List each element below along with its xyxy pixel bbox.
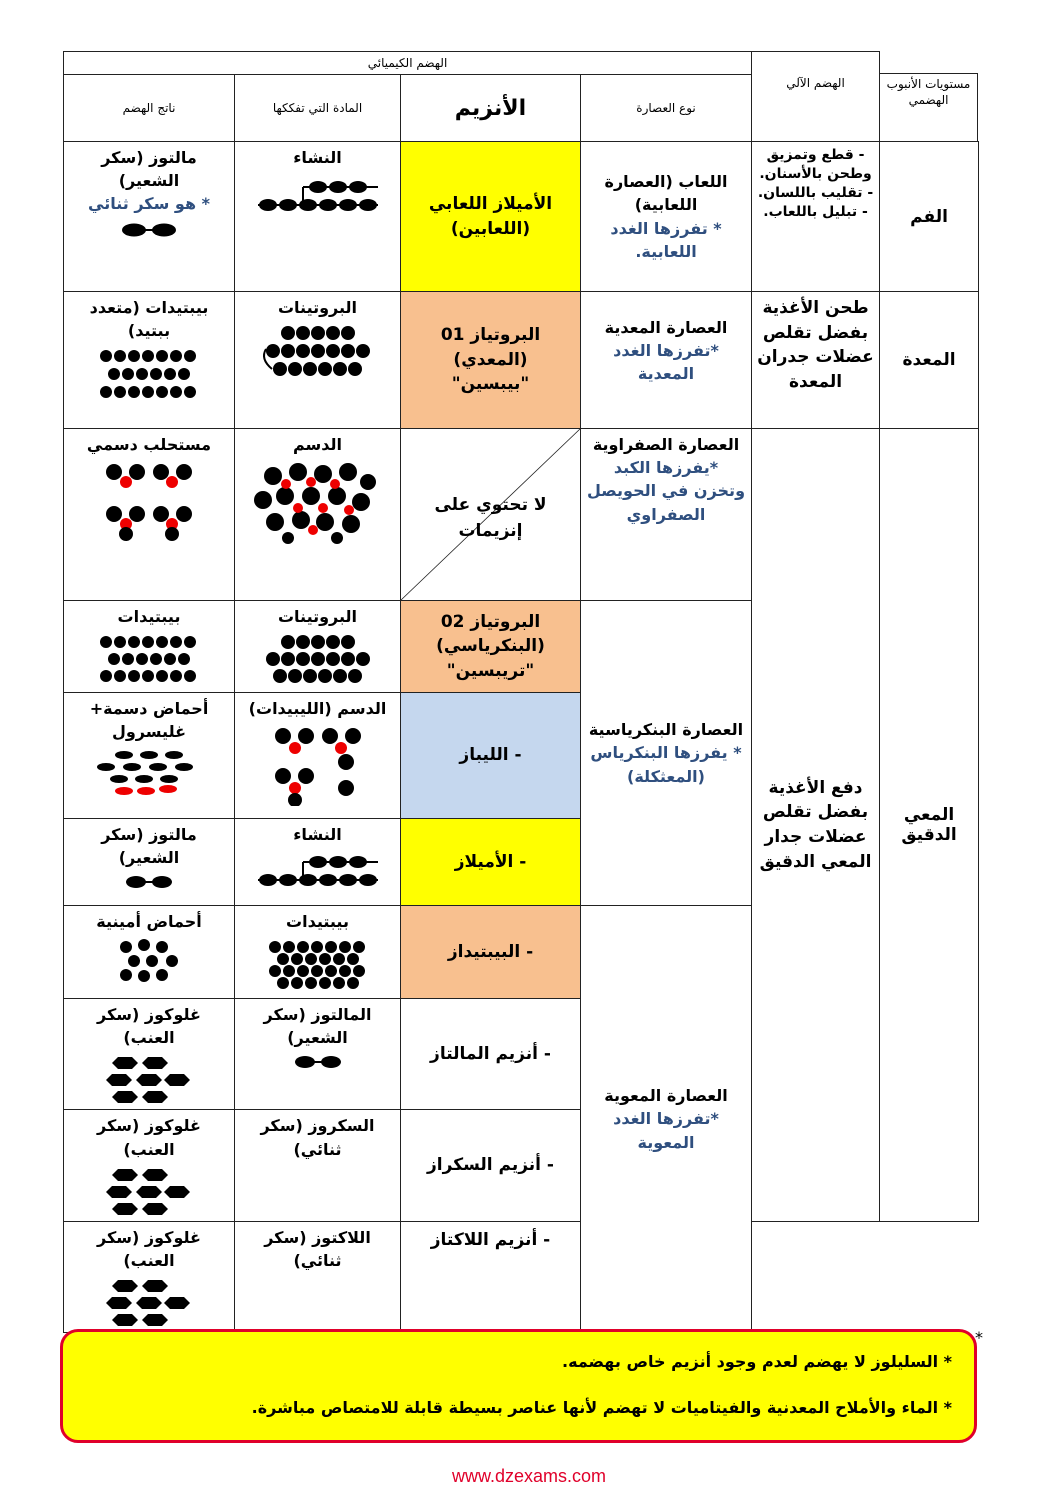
substance-text: السكروز (سكر ثنائي) bbox=[260, 1116, 375, 1159]
product-cell-trypsin bbox=[64, 601, 235, 693]
product-text: غلوكوز (سكر العنب) bbox=[97, 1227, 201, 1270]
product-text: غلوكوز (سكر العنب) bbox=[97, 1005, 201, 1048]
substance-text: البروتينات bbox=[277, 607, 358, 626]
level-stomach: المعدة bbox=[880, 292, 979, 429]
product-cell-lactase bbox=[64, 1221, 235, 1332]
starch-chain-icon bbox=[253, 175, 383, 215]
product-text: أحماض أمينية bbox=[96, 912, 202, 931]
juice-note: *يفرزها الكبد وتخزن في الحويصل الصفراوي bbox=[587, 458, 746, 524]
juice-cell-pancreatic bbox=[581, 601, 752, 906]
lipid-icon bbox=[268, 726, 368, 806]
fatty-acids-glycerol-icon bbox=[94, 749, 204, 797]
substance-cell-lactase bbox=[235, 1221, 401, 1332]
note-water-minerals: * الماء والأملاح المعدنية والفيتاميات لا تهضم لأنها عناصر بسيطة قابلة للامتصاص مباشرة. bbox=[251, 1398, 952, 1417]
substance-cell-stomach bbox=[235, 292, 401, 429]
starch-chain-icon bbox=[253, 852, 383, 888]
notes-box bbox=[60, 1329, 977, 1443]
substance-text: بيبتيدات bbox=[286, 912, 349, 931]
product-cell-lipase bbox=[64, 693, 235, 819]
maltose-molecule-icon bbox=[119, 222, 179, 238]
juice-cell-bile bbox=[581, 429, 752, 601]
product-cell-peptidase bbox=[64, 906, 235, 999]
product-text: مالتوز (سكر الشعير) bbox=[101, 825, 197, 868]
substance-cell-maltase bbox=[235, 999, 401, 1110]
protein-chain-icon bbox=[258, 634, 378, 684]
fat-emulsion-icon bbox=[99, 462, 199, 542]
enzyme-cell-sucrase: - أنزيم السكراز bbox=[401, 1110, 581, 1221]
glucose-icon bbox=[104, 1167, 194, 1217]
mech-text: - تبليل باللعاب. bbox=[763, 203, 868, 220]
levels-header: مستويات الأنبوب الهضمي bbox=[879, 73, 978, 141]
product-text: مستحلب دسمي bbox=[86, 435, 212, 454]
substance-text: المالتوز (سكر الشعير) bbox=[263, 1005, 372, 1048]
mech-text: - تقليب باللسان. bbox=[757, 184, 874, 201]
product-cell-maltase bbox=[64, 999, 235, 1110]
juice-text: اللعاب (العصارة اللعابية) bbox=[604, 172, 728, 215]
product-text: مالتوز (سكر الشعير) bbox=[101, 148, 197, 191]
product-cell-bile bbox=[64, 429, 235, 601]
amino-acids-icon bbox=[114, 939, 184, 983]
glucose-icon bbox=[104, 1055, 194, 1105]
product-text: غلوكوز (سكر العنب) bbox=[97, 1116, 201, 1159]
mechanical-cell-intestine: دفع الأغذية بفضل تقلص عضلات جدار المعي الدقيق bbox=[752, 429, 880, 1222]
glucose-icon bbox=[104, 1278, 194, 1328]
enzyme-cell-lipase: - الليباز bbox=[401, 693, 581, 819]
maltose-molecule-icon bbox=[293, 1055, 343, 1069]
juice-note: *تفرزها الغدد المعوية bbox=[613, 1109, 719, 1152]
substance-text: النشاء bbox=[293, 825, 342, 844]
digestion-table bbox=[63, 51, 979, 1333]
mechanical-cell-stomach: طحن الأغذية بفضل تقلص عضلات جدران المعدة bbox=[752, 292, 880, 429]
enzyme-cell-pepsin bbox=[401, 292, 581, 429]
juice-note: * تفرزها الغدد اللعابية. bbox=[610, 218, 722, 261]
mechanical-header: الهضم الآلي bbox=[752, 52, 880, 142]
product-header: ناتج الهضم bbox=[64, 75, 235, 142]
enzyme-text: البروتياز 01 bbox=[440, 325, 541, 346]
maltose-molecule-icon bbox=[124, 875, 174, 889]
peptides-icon bbox=[94, 348, 204, 400]
substance-header: المادة التي تفككها bbox=[235, 75, 401, 142]
fat-cluster-icon bbox=[253, 462, 383, 544]
substance-cell-peptidase bbox=[235, 906, 401, 999]
substance-text: البروتينات bbox=[277, 298, 358, 317]
substance-cell-lipase bbox=[235, 693, 401, 819]
level-intestine: المعي الدقيق bbox=[880, 429, 979, 1222]
juice-text: العصارة البنكرياسية bbox=[588, 720, 744, 740]
juice-text: العصارة المعوية bbox=[604, 1086, 728, 1106]
enzyme-cell-maltase: - أنزيم المالتاز bbox=[401, 999, 581, 1110]
juice-type-header: نوع العصارة bbox=[581, 75, 752, 142]
enzyme-header: الأنزيم bbox=[401, 75, 581, 142]
juice-cell-saliva bbox=[581, 142, 752, 292]
chemical-digestion-header: الهضم الكيميائي bbox=[64, 52, 752, 75]
protein-chain-icon bbox=[258, 325, 378, 377]
substance-cell-bile bbox=[235, 429, 401, 601]
note-cellulose: * السليلوز لا يهضم لعدم وجود أنزيم خاص بهضمه. bbox=[562, 1352, 952, 1371]
substance-cell-amylase bbox=[235, 819, 401, 906]
product-note: * هو سكر ثنائي bbox=[88, 194, 210, 214]
juice-note: *تفرزها الغدد المعدية bbox=[613, 341, 719, 384]
enzyme-text: لا تحتوي على إنزيمات bbox=[434, 495, 547, 541]
peptides-icon bbox=[94, 634, 204, 684]
product-cell-amylase bbox=[64, 819, 235, 906]
enzyme-cell-none bbox=[401, 429, 581, 601]
product-text: أحماض دسمة+ غليسرول bbox=[89, 699, 209, 742]
enzyme-cell-amylase: - الأميلاز bbox=[401, 819, 581, 906]
juice-text: العصارة الصفراوية bbox=[592, 435, 740, 454]
enzyme-text: "تريبسين" bbox=[446, 660, 535, 681]
substance-cell-mouth bbox=[235, 142, 401, 292]
substance-cell-sucrase bbox=[235, 1110, 401, 1221]
product-text: بيبتيدات (متعدد ببتيد) bbox=[89, 298, 209, 341]
footer-link[interactable]: www.dzexams.com bbox=[451, 1466, 607, 1486]
enzyme-text: (البنكرياسي) bbox=[436, 636, 545, 657]
enzyme-text: البروتياز 02 bbox=[440, 611, 541, 632]
level-mouth: الفم bbox=[880, 142, 979, 292]
juice-cell-intestinal bbox=[581, 906, 752, 1333]
product-cell-stomach bbox=[64, 292, 235, 429]
peptides-icon bbox=[263, 939, 373, 991]
enzyme-text: "بيبسين" bbox=[451, 374, 530, 395]
enzyme-text: (المعدي) bbox=[453, 349, 528, 370]
product-cell-mouth bbox=[64, 142, 235, 292]
product-cell-sucrase bbox=[64, 1110, 235, 1221]
substance-text: الدسم (الليبيدات) bbox=[248, 699, 387, 718]
mechanical-cell-mouth bbox=[752, 142, 880, 292]
product-text: بيبتيدات bbox=[117, 607, 181, 626]
juice-text: العصارة المعدية bbox=[604, 318, 728, 337]
substance-text: الدسم bbox=[292, 435, 342, 454]
substance-cell-trypsin bbox=[235, 601, 401, 693]
outside-star: * bbox=[975, 1328, 983, 1347]
substance-text: النشاء bbox=[293, 148, 342, 167]
juice-cell-gastric bbox=[581, 292, 752, 429]
enzyme-cell-peptidase: - البيبتيداز bbox=[401, 906, 581, 999]
substance-text: اللاكتوز (سكر ثنائي) bbox=[264, 1227, 371, 1270]
enzyme-cell-trypsin bbox=[401, 601, 581, 693]
juice-note: * يفرزها البنكرياس (المعثكلة) bbox=[590, 743, 742, 786]
enzyme-cell-salivary-amylase: الأميلاز اللعابي (اللعابين) bbox=[401, 142, 581, 292]
mech-text: - قطع وتمزيق وطحن بالأسنان. bbox=[759, 147, 872, 182]
enzyme-cell-lactase: - أنزيم اللاكتاز bbox=[401, 1221, 581, 1332]
